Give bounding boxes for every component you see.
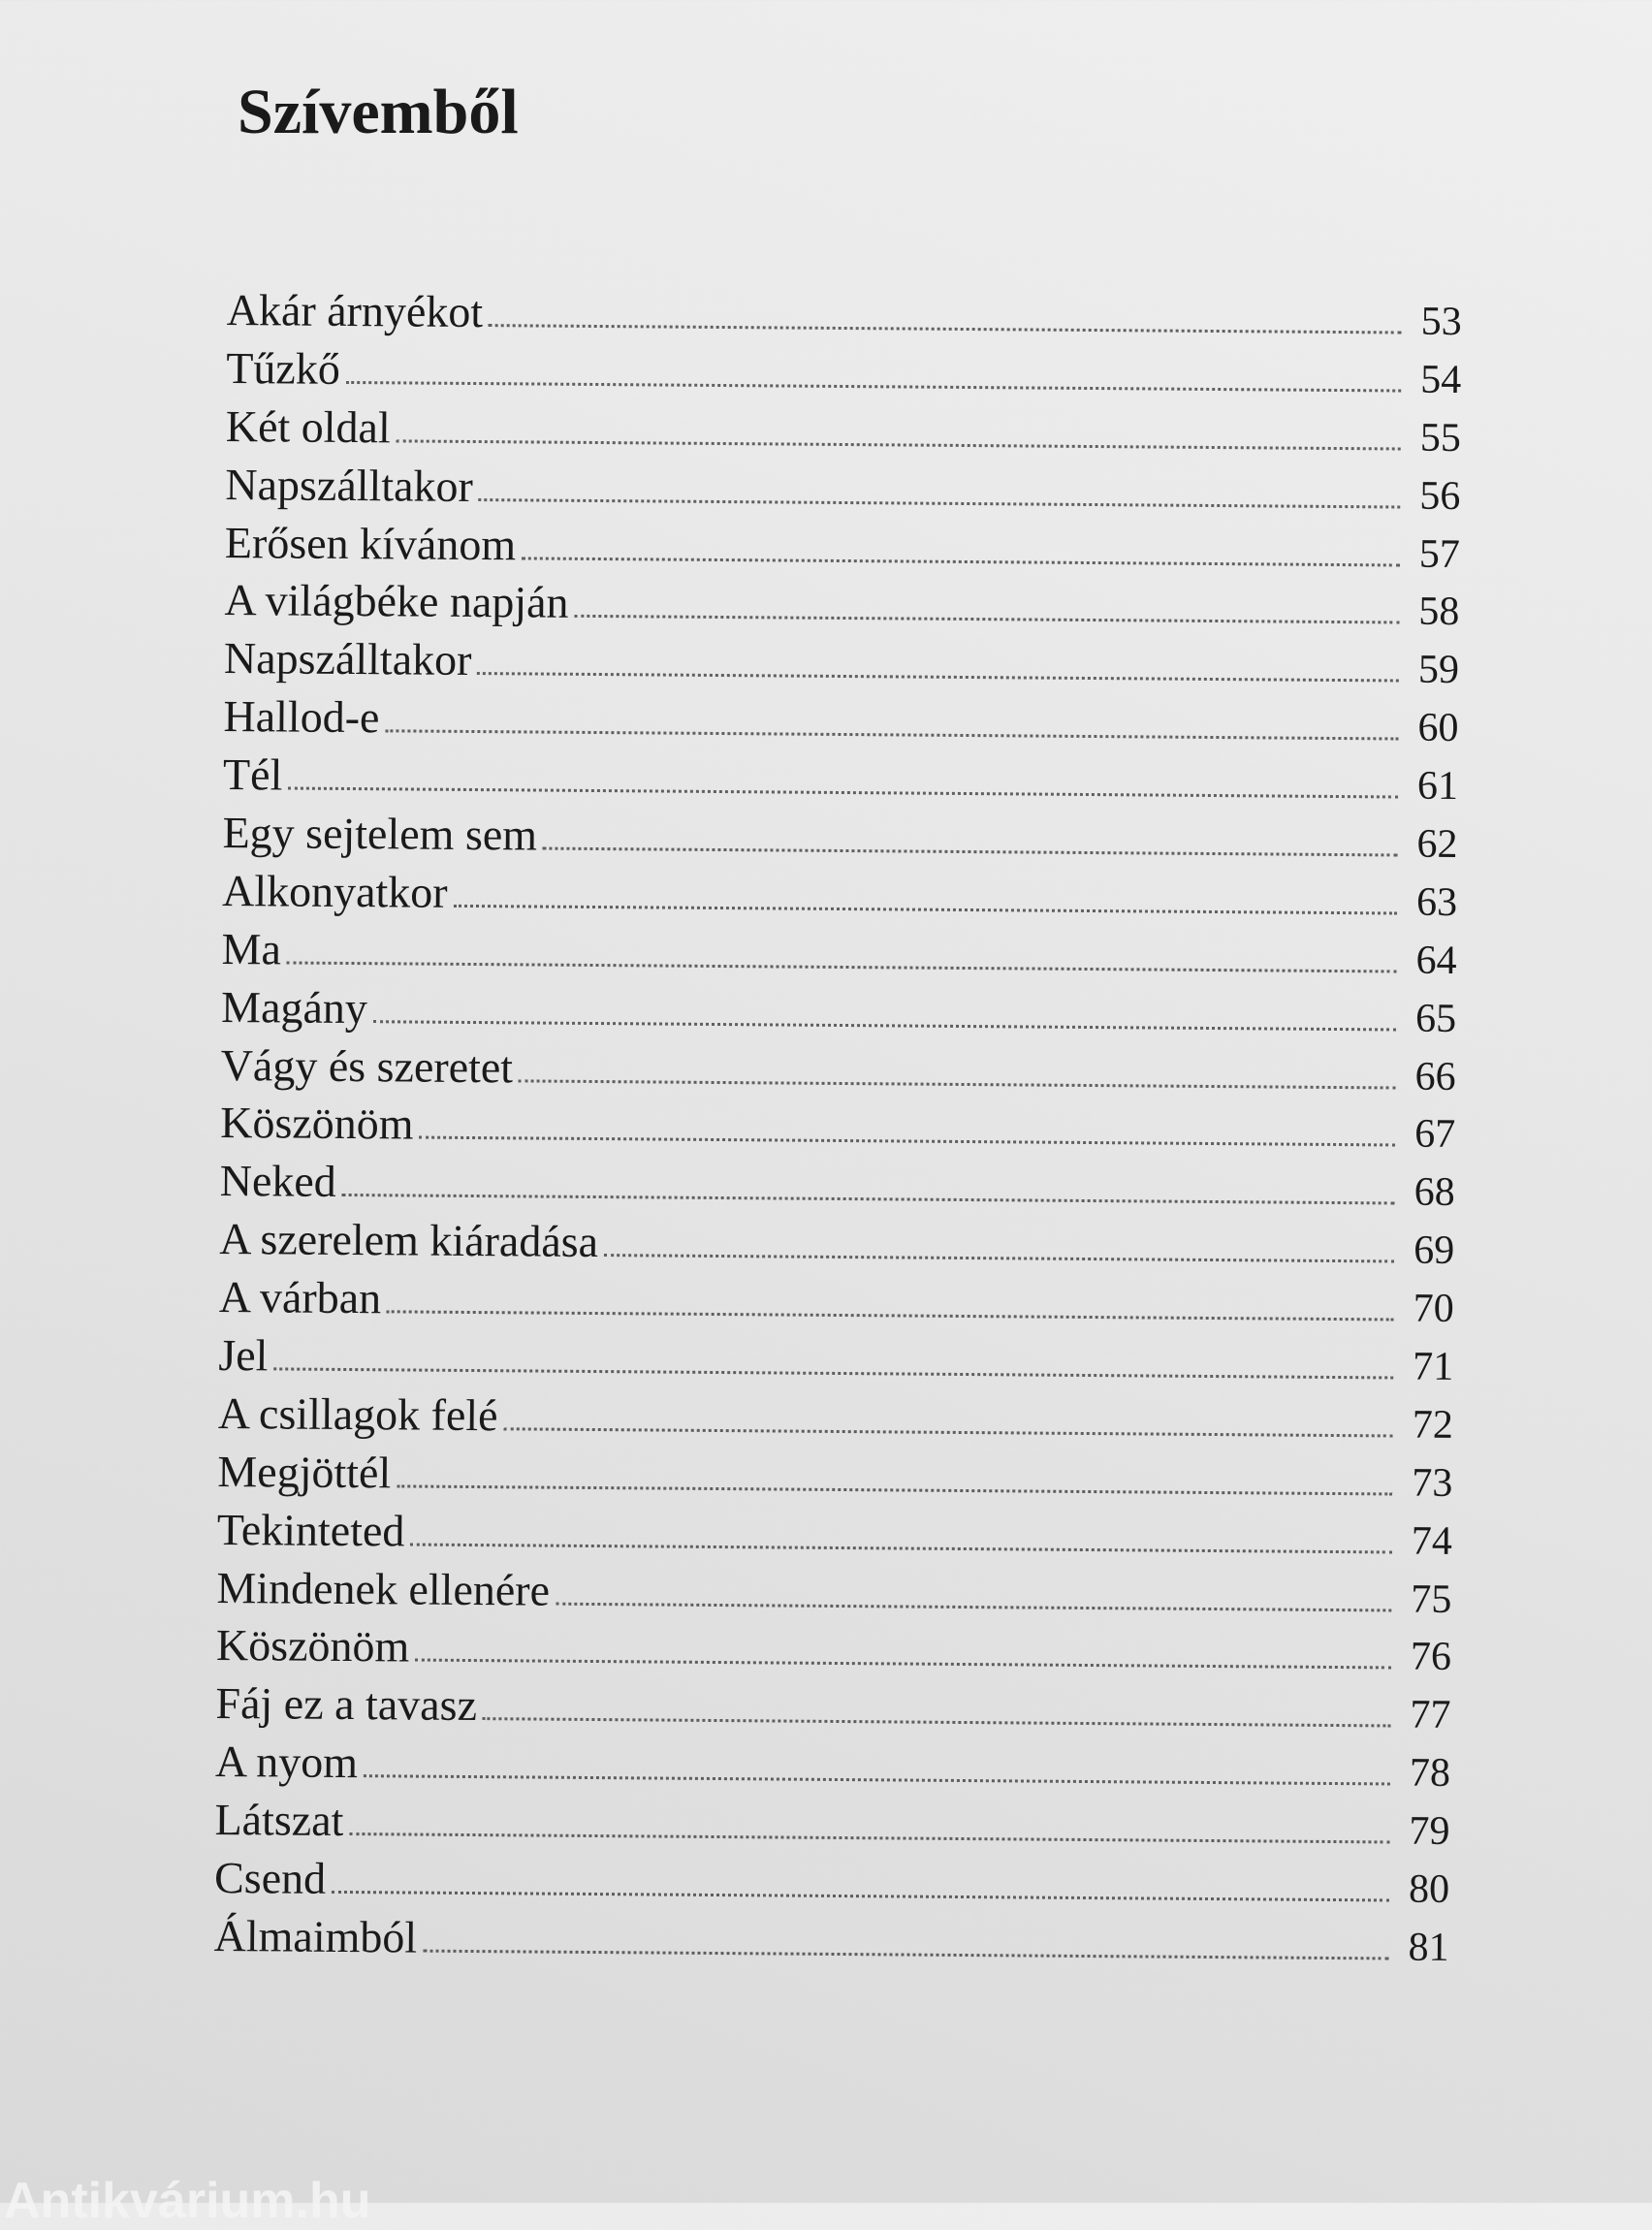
dot-leader	[489, 324, 1402, 334]
toc-entry	[223, 687, 1458, 755]
dot-leader	[477, 672, 1399, 682]
entry-page: 54	[1420, 357, 1462, 402]
dot-leader	[385, 730, 1398, 741]
dot-leader	[387, 1310, 1394, 1321]
dot-leader	[288, 787, 1398, 799]
entry-title: Tűzkő	[226, 342, 341, 394]
entry-page: 75	[1411, 1577, 1452, 1622]
dot-leader	[574, 615, 1399, 624]
entry-title: Mindenek ellenére	[216, 1562, 551, 1615]
entry-page: 63	[1415, 879, 1458, 925]
toc-entry	[226, 339, 1461, 407]
entry-title: Fáj ez a tavasz	[215, 1678, 478, 1731]
dot-leader	[373, 1020, 1396, 1031]
toc-entry	[220, 1036, 1455, 1104]
entry-page: 61	[1416, 763, 1459, 810]
entry-title: Jel	[218, 1329, 269, 1381]
entry-page: 53	[1420, 299, 1462, 344]
dot-leader	[543, 847, 1398, 857]
toc-entry	[218, 1385, 1453, 1452]
entry-page: 69	[1414, 1227, 1455, 1274]
entry-page: 79	[1409, 1808, 1450, 1855]
toc-entry	[213, 1907, 1448, 1975]
entry-title: Két oldal	[225, 400, 391, 453]
entry-page: 67	[1414, 1112, 1456, 1158]
entry-title: Napszálltakor	[225, 459, 474, 511]
toc-entry	[214, 1849, 1449, 1917]
watermark: Antikvárium.hu	[4, 2173, 371, 2229]
entry-page: 58	[1418, 589, 1460, 635]
dot-leader	[483, 1717, 1391, 1727]
dot-leader	[415, 1659, 1391, 1670]
dot-leader	[423, 1950, 1388, 1960]
entry-title: Akár árnyékot	[226, 284, 484, 337]
table-of-contents	[213, 281, 1462, 1975]
dot-leader	[410, 1543, 1392, 1553]
dot-leader	[503, 1427, 1392, 1437]
dot-leader	[556, 1602, 1391, 1611]
dot-leader	[287, 961, 1397, 972]
toc-entry	[217, 1501, 1452, 1569]
entry-page: 62	[1416, 821, 1458, 867]
entry-title: A világbéke napján	[224, 575, 569, 628]
entry-title: A várban	[218, 1272, 382, 1323]
toc-entry	[225, 456, 1460, 524]
toc-entry	[224, 571, 1459, 639]
toc-entry	[215, 1733, 1450, 1800]
entry-page: 77	[1410, 1693, 1451, 1738]
entry-title: Köszönöm	[215, 1620, 410, 1672]
entry-page: 65	[1414, 996, 1457, 1041]
toc-entry	[220, 1152, 1455, 1220]
toc-entry	[221, 978, 1456, 1046]
entry-page: 56	[1419, 473, 1461, 519]
entry-title: Alkonyatkor	[221, 865, 448, 917]
entry-page: 74	[1411, 1518, 1453, 1564]
toc-entry	[227, 281, 1462, 349]
entry-title: A csillagok felé	[217, 1387, 498, 1441]
dot-leader	[332, 1891, 1389, 1902]
toc-entry	[216, 1559, 1451, 1627]
entry-page: 68	[1414, 1170, 1455, 1216]
entry-page: 73	[1412, 1460, 1453, 1506]
entry-title: A szerelem kiáradása	[219, 1214, 599, 1267]
entry-page: 78	[1409, 1750, 1451, 1797]
entry-page: 59	[1417, 648, 1460, 693]
toc-entry	[223, 746, 1458, 813]
dot-leader	[453, 905, 1396, 915]
entry-title: Látszat	[214, 1795, 344, 1846]
dot-leader	[397, 1484, 1392, 1495]
toc-entry	[224, 629, 1459, 697]
dot-leader	[349, 1832, 1389, 1843]
toc-entry	[216, 1616, 1451, 1684]
entry-title: Tél	[222, 749, 283, 800]
toc-entry	[214, 1791, 1449, 1859]
entry-title: Magány	[220, 981, 368, 1033]
toc-entry	[222, 804, 1457, 872]
entry-page: 55	[1419, 415, 1461, 461]
entry-title: Vágy és szeretet	[220, 1039, 514, 1092]
entry-title: Tekinteted	[216, 1504, 405, 1556]
dot-leader	[346, 381, 1401, 393]
entry-page: 71	[1413, 1344, 1454, 1389]
entry-page: 72	[1412, 1402, 1453, 1448]
entry-page: 57	[1418, 531, 1461, 577]
toc-entry	[225, 514, 1460, 582]
entry-page: 60	[1417, 705, 1459, 751]
dot-leader	[364, 1774, 1390, 1785]
entry-title: Álmaimból	[213, 1910, 418, 1962]
entry-title: Hallod-e	[223, 691, 380, 743]
entry-title: A nyom	[214, 1736, 359, 1788]
entry-page: 66	[1414, 1054, 1456, 1099]
entry-title: Ma	[221, 923, 282, 974]
entry-page: 70	[1413, 1286, 1454, 1332]
entry-title: Csend	[213, 1852, 327, 1903]
toc-entry	[219, 1210, 1454, 1278]
dot-leader	[342, 1194, 1395, 1205]
dot-leader	[273, 1367, 1393, 1379]
toc-entry	[220, 1094, 1455, 1162]
toc-entry	[215, 1674, 1450, 1742]
entry-page: 64	[1415, 938, 1457, 983]
toc-entry	[218, 1326, 1453, 1394]
entry-title: Megjöttél	[217, 1446, 392, 1498]
dot-leader	[479, 498, 1401, 508]
entry-page: 80	[1408, 1866, 1450, 1912]
toc-entry	[217, 1443, 1452, 1511]
entry-title: Köszönöm	[220, 1098, 414, 1150]
section-title: Szívemből	[238, 77, 519, 147]
dot-leader	[604, 1254, 1394, 1262]
dot-leader	[522, 557, 1400, 566]
toc-entry	[221, 920, 1456, 988]
toc-entry	[226, 398, 1461, 465]
toc-entry	[222, 862, 1457, 930]
entry-title: Egy sejtelem sem	[222, 807, 538, 860]
dot-leader	[419, 1136, 1395, 1147]
entry-page: 76	[1410, 1635, 1452, 1680]
entry-title: Erősen kívánom	[224, 517, 517, 569]
entry-title: Neked	[219, 1156, 337, 1207]
dot-leader	[519, 1079, 1396, 1089]
toc-entry	[219, 1268, 1454, 1336]
dot-leader	[397, 439, 1401, 450]
entry-title: Napszálltakor	[223, 633, 472, 685]
entry-page: 81	[1408, 1925, 1449, 1970]
